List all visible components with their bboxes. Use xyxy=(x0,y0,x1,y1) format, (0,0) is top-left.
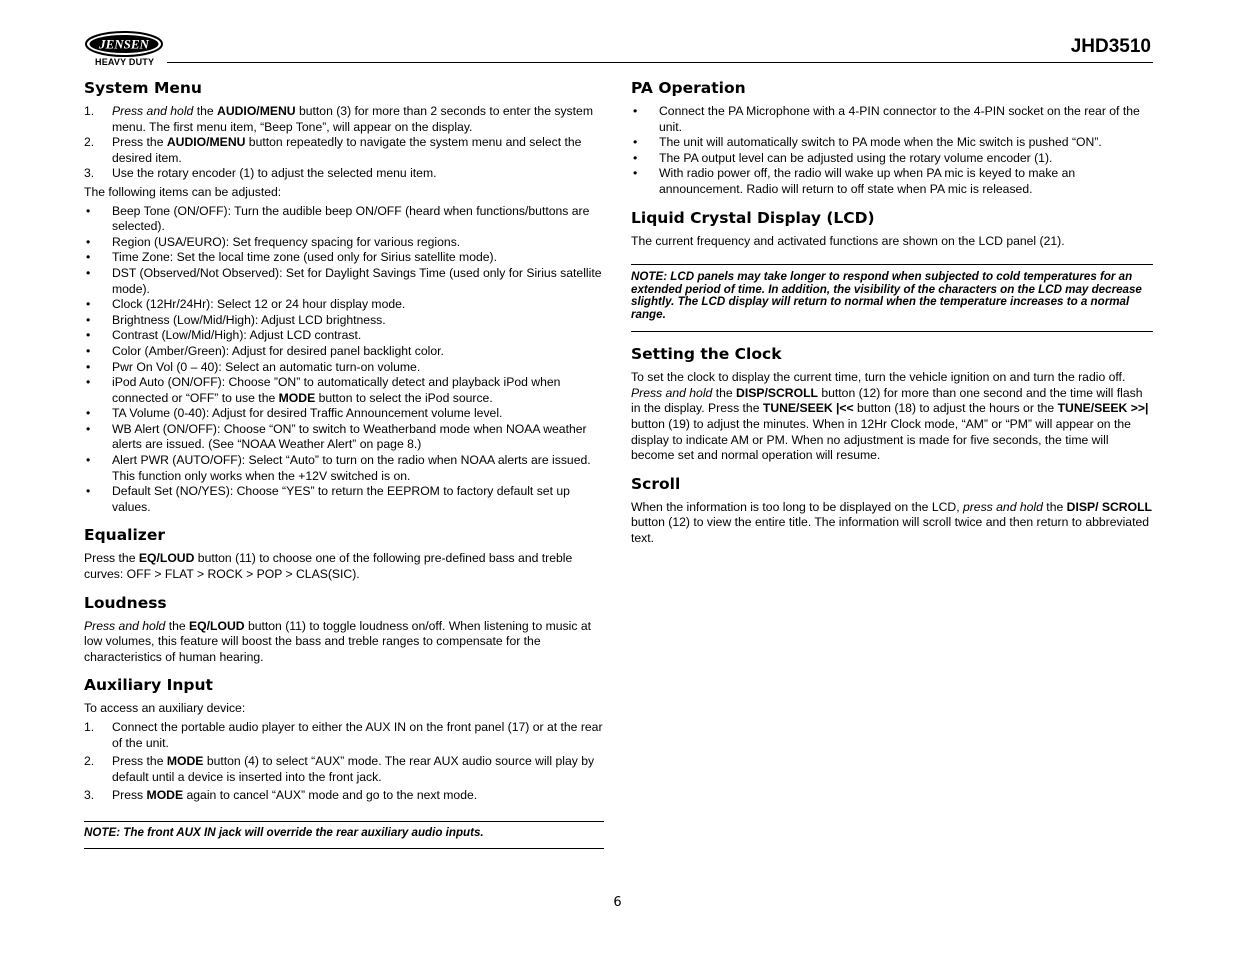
bold-text: TUNE/SEEK >>| xyxy=(1057,401,1149,416)
text-run: button to select the iPod source. xyxy=(315,390,493,405)
bullet-icon: • xyxy=(86,421,91,436)
equalizer-text xyxy=(84,551,604,582)
list-item xyxy=(84,328,604,344)
italic-text: Press and hold xyxy=(631,385,713,400)
bullet-icon: • xyxy=(86,312,91,327)
bold-text: MODE xyxy=(278,390,316,405)
logo-subtitle: HEAVY DUTY xyxy=(95,57,155,67)
bullet-icon: • xyxy=(633,104,638,118)
text-run: Connect the PA Microphone with a 4-PIN connector to the 4-PIN socket on the rear of the unit. xyxy=(659,104,1140,134)
lcd-heading: Liquid Crystal Display (LCD) xyxy=(631,208,875,227)
text-run: Press the xyxy=(112,135,167,150)
italic-text: Press and hold xyxy=(84,618,166,633)
text-run: Connect the portable audio player to either the AUX IN on the front panel (17) or at the rear of the unit. xyxy=(112,720,603,750)
step-number: 2. xyxy=(84,754,95,769)
clock-text-instructions xyxy=(631,386,1153,464)
jensen-logo xyxy=(84,30,166,68)
header-rule xyxy=(167,62,1153,63)
text-run: iPod Auto (ON/OFF): Choose ”ON” to automatically detect and playback iPod when connected or “OFF” to use the xyxy=(112,375,561,405)
italic-text: press and hold xyxy=(962,499,1043,514)
text-run: button repeatedly to navigate the system menu and select the desired item. xyxy=(112,135,582,165)
text-run: button (11) to choose one of the following pre-defined bass and treble curves: OFF > FLAT > ROCK > POP > CLAS(SIC). xyxy=(84,551,573,582)
bullet-icon: • xyxy=(86,297,91,312)
system-menu-items xyxy=(84,204,604,516)
text-run: Press xyxy=(112,788,147,803)
setting-clock-heading: Setting the Clock xyxy=(631,345,782,364)
list-item xyxy=(84,344,604,360)
lcd-note: NOTE: LCD panels may take longer to respond when subjected to cold temperatures for an extended period of time. In addition, the visibility of the characters on the LCD may decrease slightly. The LCD display will return to normal when the temperature increases to a normal range. xyxy=(631,264,1153,332)
auxiliary-intro: To access an auxiliary device: xyxy=(84,701,246,716)
list-item xyxy=(84,484,604,515)
italic-text: Press and hold xyxy=(112,104,194,118)
text-run: the xyxy=(712,385,737,400)
text-run: button (12) to view the entire title. The information will scroll twice and then return to abbreviated text. xyxy=(631,515,1150,545)
list-item xyxy=(84,204,604,235)
list-item xyxy=(84,266,604,297)
text-run: Clock (12Hr/24Hr): Select 12 or 24 hour display mode. xyxy=(112,297,406,312)
bullet-icon: • xyxy=(633,166,638,181)
scroll-text xyxy=(631,500,1153,547)
bold-text: MODE xyxy=(166,754,204,769)
list-item xyxy=(84,104,604,135)
text-run: again to cancel “AUX” mode and go to the next mode. xyxy=(183,788,478,803)
list-item xyxy=(84,135,604,166)
text-run: button (11) to toggle loudness on/off. When listening to music at low volumes, this feature will boost the bass and treble ranges to compensate for the characteristics of human hearing. xyxy=(84,618,591,664)
svg-text:JENSEN: JENSEN xyxy=(99,36,149,52)
page-header xyxy=(84,30,1153,70)
text-run: Pwr On Vol (0 – 40): Select an automatic turn-on volume. xyxy=(112,359,421,374)
step-number: 1. xyxy=(84,104,95,118)
text-run: WB Alert (ON/OFF): Choose “ON” to switch to Weatherband mode when NOAA weather alerts are issued. (See “NOAA Weather Alert” on page 8.) xyxy=(112,421,587,452)
list-item xyxy=(84,754,604,785)
bold-text: AUDIO/MENU xyxy=(166,135,246,150)
list-item xyxy=(84,788,604,804)
bullet-icon: • xyxy=(86,406,91,421)
bullet-icon: • xyxy=(86,453,91,468)
logo-oval xyxy=(84,30,164,58)
bullet-icon: • xyxy=(86,375,91,390)
text-run: Time Zone: Set the local time zone (used only for Sirius satellite mode). xyxy=(112,250,497,265)
system-menu-steps xyxy=(84,104,604,182)
list-item xyxy=(84,720,604,751)
bullet-icon: • xyxy=(86,234,91,249)
loudness-heading: Loudness xyxy=(84,593,167,612)
aux-note: NOTE: The front AUX IN jack will override the rear auxiliary audio inputs. xyxy=(84,821,604,850)
text-run: button (3) for more than 2 seconds to enter the system menu. The first menu item, “Beep Tone”, will appear on the display. xyxy=(112,104,593,134)
right-column xyxy=(631,78,1153,550)
text-run: Brightness (Low/Mid/High): Adjust LCD brightness. xyxy=(112,312,386,327)
loudness-text xyxy=(84,619,604,666)
bullet-icon: • xyxy=(86,203,91,218)
list-item xyxy=(84,297,604,313)
text-run: the xyxy=(1042,499,1067,514)
text-run: button (18) to adjust the hours or the xyxy=(853,401,1058,416)
text-run: the xyxy=(165,618,190,633)
bullet-icon: • xyxy=(633,150,638,165)
auxiliary-steps xyxy=(84,720,604,804)
list-item xyxy=(631,151,1153,167)
text-run: Use the rotary encoder (1) to adjust the selected menu item. xyxy=(112,166,437,181)
bold-text: EQ/LOUD xyxy=(189,618,245,633)
lcd-text: The current frequency and activated functions are shown on the LCD panel (21). xyxy=(631,233,1065,248)
step-number: 3. xyxy=(84,166,95,181)
list-item xyxy=(631,104,1153,135)
bold-text: EQ/LOUD xyxy=(138,551,195,566)
text-run: Press the xyxy=(112,754,167,769)
list-item xyxy=(84,313,604,329)
list-item xyxy=(84,406,604,422)
text-run: DST (Observed/Not Observed): Set for Daylight Savings Time (used only for Sirius satellite mode). xyxy=(112,265,602,296)
bold-text: DISP/ SCROLL xyxy=(1066,499,1152,514)
model-number: JHD3510 xyxy=(1070,36,1151,57)
bullet-icon: • xyxy=(86,359,91,374)
text-run: Beep Tone (ON/OFF): Turn the audible beep ON/OFF (heard when functions/buttons are selected). xyxy=(112,203,590,234)
text-run: the xyxy=(193,104,218,118)
left-column xyxy=(84,78,604,849)
list-item xyxy=(84,235,604,251)
step-number: 1. xyxy=(84,720,95,734)
text-run: Press the xyxy=(84,551,139,566)
bold-text: MODE xyxy=(146,788,184,803)
list-item xyxy=(631,166,1153,197)
bold-text: TUNE/SEEK |<< xyxy=(762,401,854,416)
bold-text: AUDIO/MENU xyxy=(217,104,296,118)
text-run: button (12) for more than one second and the time will flash in the display. Press the xyxy=(631,385,1143,416)
bullet-icon: • xyxy=(86,343,91,358)
list-item xyxy=(631,135,1153,151)
page-number: 6 xyxy=(613,895,622,910)
text-run: Alert PWR (AUTO/OFF): Select “Auto” to turn on the radio when NOAA alerts are issued. This function only works when the +12V switched is on. xyxy=(112,453,591,483)
bold-text: DISP/SCROLL xyxy=(736,385,818,400)
bullet-icon: • xyxy=(86,328,91,343)
text-run: With radio power off, the radio will wake up when PA mic is keyed to make an announcement. Radio will return to off state when PA mic is released. xyxy=(659,166,1076,196)
text-run: Contrast (Low/Mid/High): Adjust LCD contrast. xyxy=(112,328,362,343)
bullet-icon: • xyxy=(86,250,91,265)
scroll-heading: Scroll xyxy=(631,474,681,493)
list-item xyxy=(84,360,604,376)
bullet-icon: • xyxy=(633,135,638,150)
text-run: button (4) to select “AUX” mode. The rear AUX audio source will play by default until a device is inserted into the front jack. xyxy=(112,754,595,784)
text-run: Region (USA/EURO): Set frequency spacing for various regions. xyxy=(112,234,461,249)
list-item xyxy=(84,453,604,484)
text-run: The unit will automatically switch to PA mode when the Mic switch is pushed “ON”. xyxy=(659,135,1102,150)
text-run: Default Set (NO/YES): Choose “YES” to return the EEPROM to factory default set up values. xyxy=(112,484,570,514)
text-run: TA Volume (0-40): Adjust for desired Traffic Announcement volume level. xyxy=(112,406,503,421)
equalizer-heading: Equalizer xyxy=(84,526,165,545)
step-number: 3. xyxy=(84,788,95,803)
system-menu-intro: The following items can be adjusted: xyxy=(84,184,282,199)
bullet-icon: • xyxy=(86,484,91,499)
pa-operation-heading: PA Operation xyxy=(631,79,746,97)
list-item xyxy=(84,250,604,266)
list-item xyxy=(84,422,604,453)
text-run: When the information is too long to be displayed on the LCD, xyxy=(631,499,963,514)
auxiliary-input-heading: Auxiliary Input xyxy=(84,676,213,695)
bullet-icon: • xyxy=(86,265,91,280)
step-number: 2. xyxy=(84,135,95,150)
text-run: Color (Amber/Green): Adjust for desired panel backlight color. xyxy=(112,343,444,358)
pa-operation-items xyxy=(631,104,1153,198)
list-item xyxy=(84,166,604,182)
clock-text-intro: To set the clock to display the current time, turn the vehicle ignition on and turn the radio off. xyxy=(631,370,1126,385)
text-run: button (19) to adjust the minutes. When in 12Hr Clock mode, “AM” or “PM” will appear on the display to indicate AM or PM. When no adjustment is made for five seconds, the time will become set and normal operation will resume. xyxy=(631,416,1131,463)
system-menu-heading: System Menu xyxy=(84,79,202,97)
list-item xyxy=(84,375,604,406)
text-run: The PA output level can be adjusted using the rotary volume encoder (1). xyxy=(659,150,1053,165)
